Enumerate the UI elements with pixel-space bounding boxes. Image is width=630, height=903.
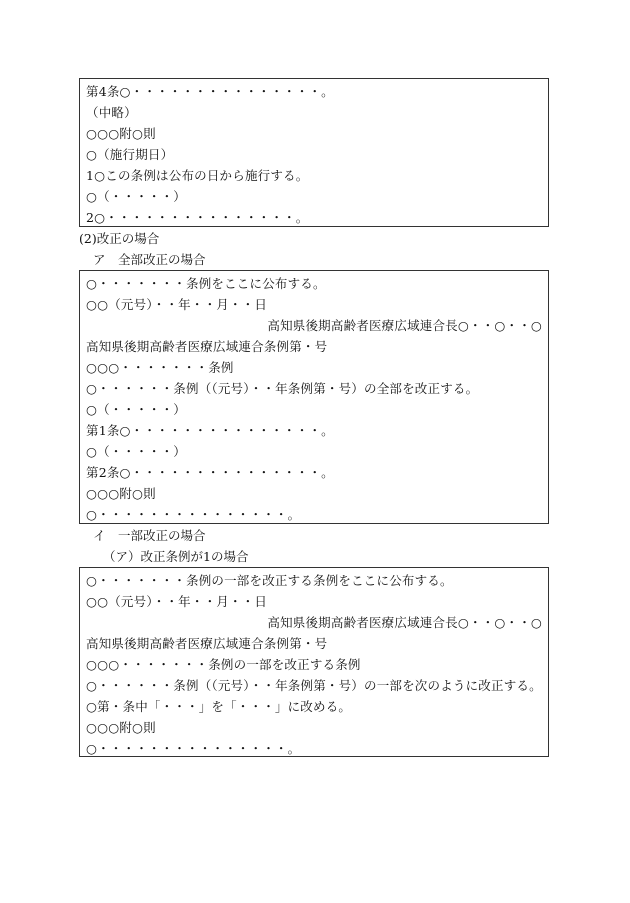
example-box-1 <box>79 78 549 227</box>
box2-line-date: ○○（元号）・・年・・月・・日 <box>86 297 268 312</box>
heading-partial-amendment: イ 一部改正の場合 <box>93 528 206 543</box>
box2-line-supplementary: ○○○附○則 <box>86 486 156 501</box>
box1-line-clause2: 2○・・・・・・・・・・・・・・・。 <box>86 210 309 225</box>
box3-line-supplementary: ○○○附○則 <box>86 720 156 735</box>
box3-line-date: ○○（元号）・・年・・月・・日 <box>86 594 268 609</box>
heading-full-amendment: ア 全部改正の場合 <box>93 252 206 267</box>
box3-line-replacement: ○第・条中「・・・」を「・・・」に改める。 <box>86 699 352 714</box>
box2-line-full-revision: ○・・・・・・条例（（元号）・・年条例第・号）の全部を改正する。 <box>86 381 479 396</box>
box2-line-caption-2: ○（・・・・・） <box>86 444 187 459</box>
heading-partial-amendment-single: （ア）改正条例が1の場合 <box>103 549 249 564</box>
box2-line-article1: 第1条○・・・・・・・・・・・・・・・。 <box>86 423 334 438</box>
box3-line-promulgation: ○・・・・・・・条例の一部を改正する条例をここに公布する。 <box>86 573 453 588</box>
box2-line-caption-1: ○（・・・・・） <box>86 402 187 417</box>
box1-line-clause1: 1○この条例は公布の日から施行する。 <box>86 168 309 183</box>
box3-line-ordinance-number: 高知県後期高齢者医療広域連合条例第・号 <box>86 636 328 651</box>
box3-line-supplementary-body: ○・・・・・・・・・・・・・・・。 <box>86 741 301 756</box>
box1-line-caption: ○（・・・・・） <box>86 189 187 204</box>
box2-line-supplementary-body: ○・・・・・・・・・・・・・・・。 <box>86 507 301 522</box>
box2-line-ordinance-title: ○○○・・・・・・・条例 <box>86 360 234 375</box>
box2-line-ordinance-number: 高知県後期高齢者医療広域連合条例第・号 <box>86 339 328 354</box>
example-box-3 <box>79 567 549 757</box>
box1-line-omitted: （中略） <box>86 105 137 120</box>
box2-line-signatory: 高知県後期高齢者医療広域連合長○・・○・・○ <box>267 318 542 333</box>
box2-line-promulgation: ○・・・・・・・条例をここに公布する。 <box>86 276 326 291</box>
box3-line-signatory: 高知県後期高齢者医療広域連合長○・・○・・○ <box>267 615 542 630</box>
example-box-2 <box>79 270 549 524</box>
box2-line-article2: 第2条○・・・・・・・・・・・・・・・。 <box>86 465 334 480</box>
heading-amendment: (2)改正の場合 <box>79 231 160 246</box>
box1-line-article4: 第4条○・・・・・・・・・・・・・・・。 <box>86 84 334 99</box>
box1-line-effective-date-heading: ○（施行期日） <box>86 147 174 162</box>
box1-line-supplementary: ○○○附○則 <box>86 126 156 141</box>
box3-line-partial-revision: ○・・・・・・条例（（元号）・・年条例第・号）の一部を次のように改正する。 <box>86 678 542 693</box>
box3-line-ordinance-title: ○○○・・・・・・・条例の一部を改正する条例 <box>86 657 361 672</box>
